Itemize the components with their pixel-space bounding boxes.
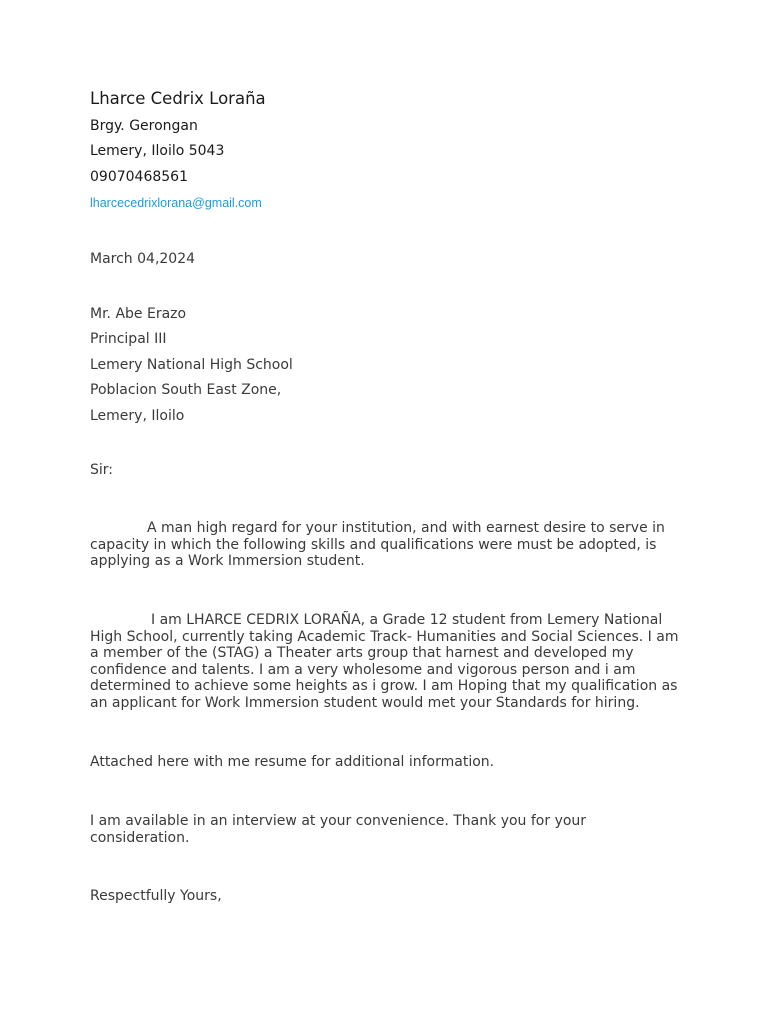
recipient-address-line1: Poblacion South East Zone, — [90, 382, 282, 398]
salutation: Sir: — [90, 462, 114, 478]
letter-date: March 04,2024 — [90, 251, 196, 267]
body-paragraph-4: I am available in an interview at your convenience. Thank you for your consideration. — [90, 813, 587, 846]
sender-address-line1: Brgy. Gerongan — [90, 118, 198, 134]
body-paragraph-2-text: I am LHARCE CEDRIX LORAÑA, a Grade 12 student from Lemery National High School, currently taking Academic Track- Humanities and Social Sciences. I am a member of the (STAG) a Theater arts group that harnest and developed my confidence and talents. I am a very wholesome and vigorous person and i am determined to achieve some heights as i grow. I am Hoping that my qualification as an applicant for Work Immersion student would met your Standards for hiring. — [90, 612, 679, 711]
body-paragraph-3: Attached here with me resume for additional information. — [90, 754, 495, 770]
body-paragraph-2 — [90, 612, 682, 712]
body-paragraph-1-text: A man high regard for your institution, and with earnest desire to serve in capacity in which the following skills and qualifications were must be adopted, is applying as a Work Immersion student. — [90, 520, 665, 570]
body-paragraph-1 — [90, 520, 682, 570]
sender-address-line2: Lemery, Iloilo 5043 — [90, 143, 225, 159]
recipient-title: Principal III — [90, 331, 167, 347]
sender-name: Lharce Cedrix Loraña — [90, 89, 266, 108]
recipient-school: Lemery National High School — [90, 357, 293, 373]
closing: Respectfully Yours, — [90, 888, 222, 904]
recipient-name: Mr. Abe Erazo — [90, 306, 187, 322]
sender-email-link[interactable]: lharcecedrixlorana@gmail.com — [90, 196, 262, 210]
recipient-address-line2: Lemery, Iloilo — [90, 408, 185, 424]
sender-phone: 09070468561 — [90, 169, 188, 185]
